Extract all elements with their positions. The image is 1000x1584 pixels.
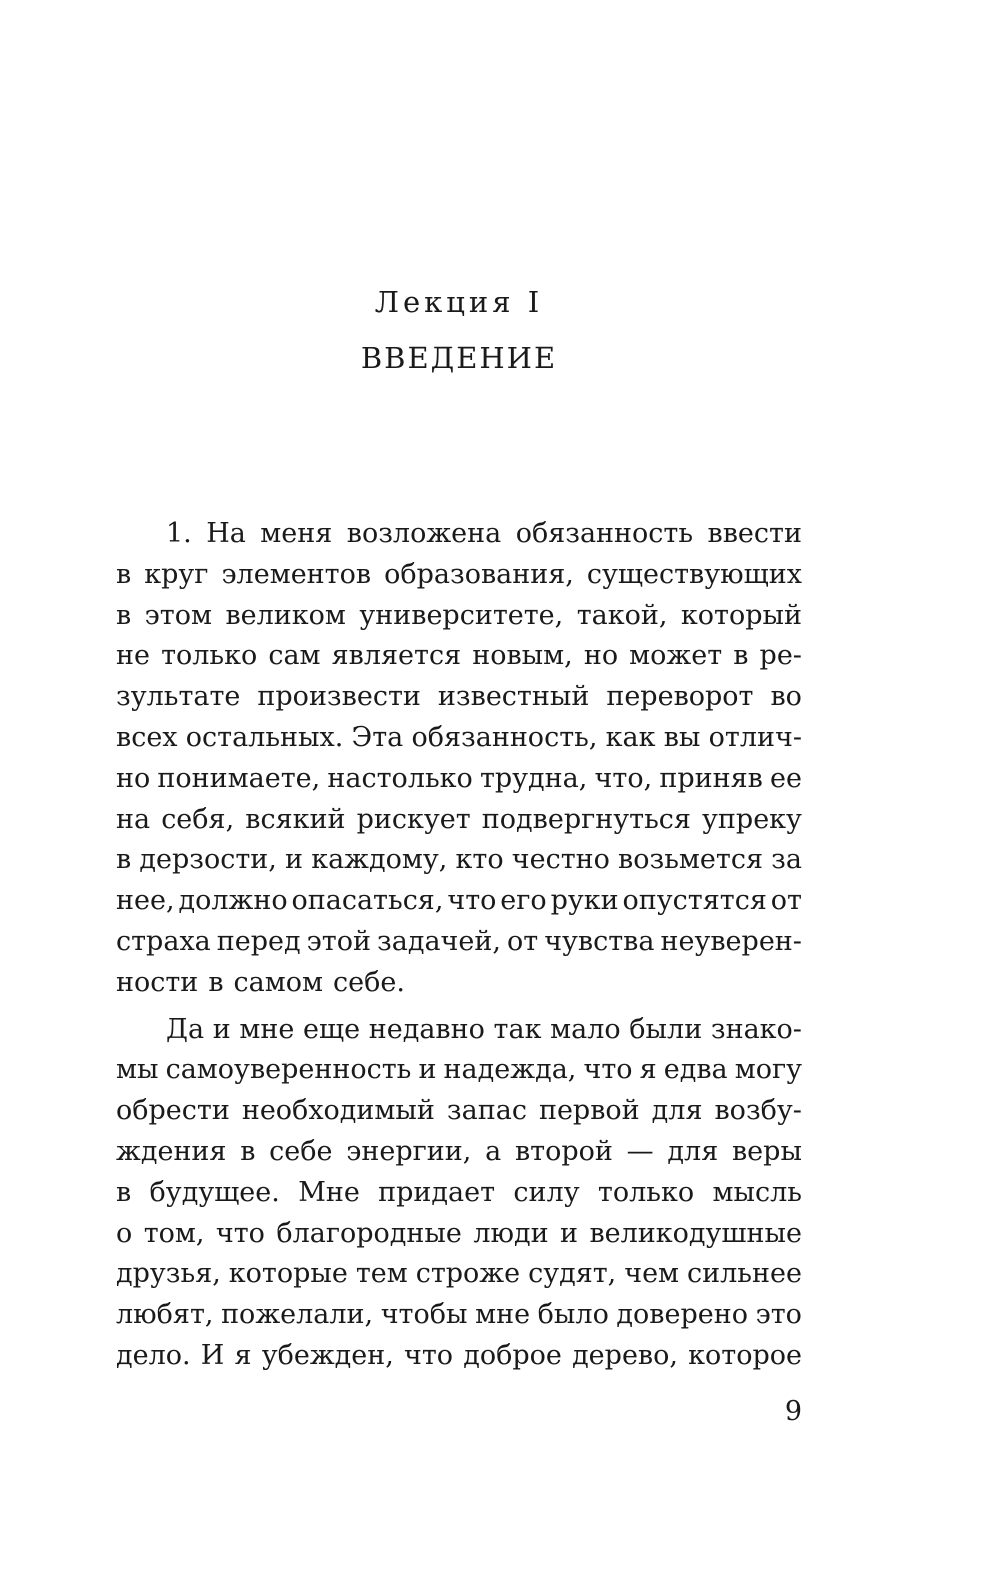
- chapter-title: ВВЕДЕНИЕ: [360, 341, 558, 375]
- paragraph: [116, 514, 802, 1004]
- body-text: [116, 514, 802, 1377]
- text-line: мы самоуверенность и надежда, что я едва могу: [116, 1054, 802, 1086]
- text-line: в дерзости, и каждому, кто честно возьмется за: [116, 844, 802, 876]
- text-line: всех остальных. Эта обязанность, как вы отлич-: [116, 721, 802, 753]
- text-line: Да и мне еще недавно так мало были знако-: [166, 1013, 802, 1045]
- page-number: 9: [784, 1396, 802, 1427]
- text-line: зультате произвести известный переворот во: [116, 681, 802, 713]
- text-line: в будущее. Мне придает силу только мысль: [116, 1176, 802, 1208]
- text-line: ности в самом себе.: [116, 966, 405, 998]
- lecture-label: Лекция I: [374, 285, 544, 319]
- text-line: но понимаете, настолько трудна, что, приняв ее: [116, 762, 802, 794]
- text-line: в круг элементов образования, существующих: [116, 558, 802, 590]
- text-line: не только сам является новым, но может в ре-: [116, 640, 802, 672]
- text-line: 1. На меня возложена обязанность ввести: [166, 518, 802, 549]
- text-line: о том, что благородные люди и великодушные: [116, 1217, 802, 1249]
- text-line: на себя, всякий рискует подвергнуться упреку: [116, 803, 802, 835]
- text-line: нее, должно опасаться, что его руки опустятся от: [116, 885, 802, 917]
- text-line: обрести необходимый запас первой для возбу-: [116, 1095, 802, 1127]
- paragraph: [116, 1010, 802, 1377]
- text-line: ждения в себе энергии, а второй — для веры: [116, 1135, 802, 1167]
- text-line: в этом великом университете, такой, который: [116, 599, 802, 631]
- text-line: дело. И я убежден, что доброе дерево, которое: [116, 1339, 802, 1371]
- text-line: страха перед этой задачей, от чувства неуверен-: [116, 925, 802, 957]
- text-line: любят, пожелали, чтобы мне было доверено это: [116, 1299, 802, 1331]
- text-line: друзья, которые тем строже судят, чем сильнее: [116, 1258, 802, 1290]
